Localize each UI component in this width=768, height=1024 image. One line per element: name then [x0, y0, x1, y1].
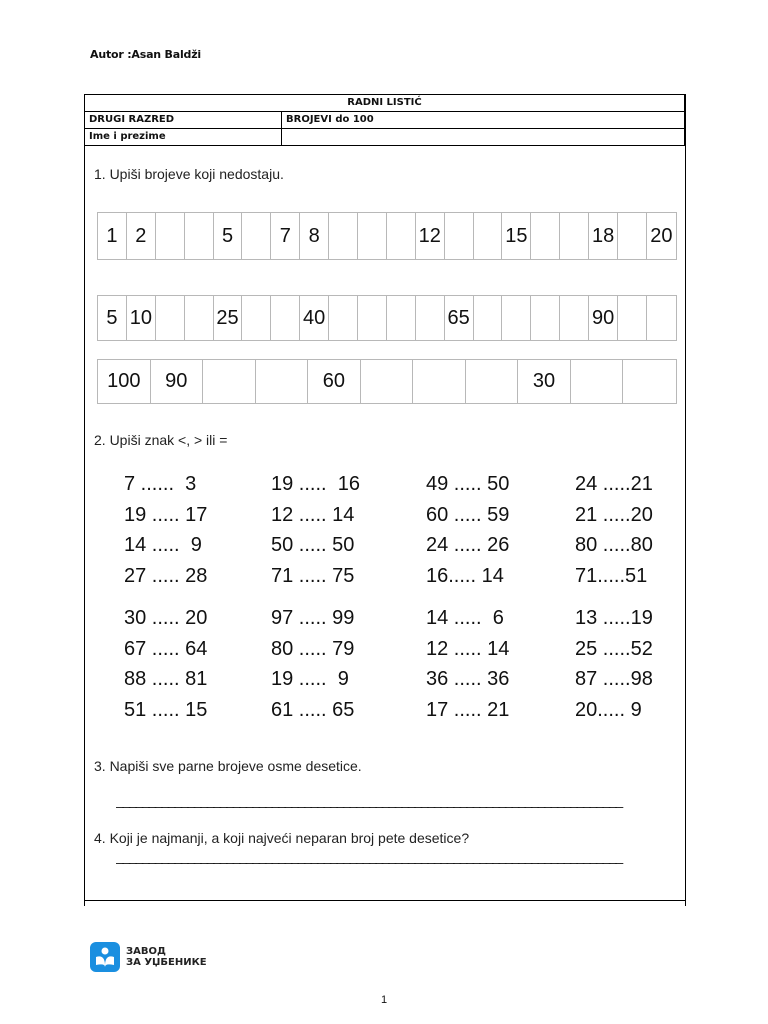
number-cell[interactable] — [271, 296, 300, 340]
number-cell[interactable] — [156, 296, 185, 340]
number-cell[interactable] — [387, 213, 416, 259]
number-cell[interactable] — [531, 213, 560, 259]
number-cell: 30 — [518, 360, 571, 403]
comparison-item[interactable]: 51 ..... 15 — [124, 698, 208, 721]
publisher-logo — [90, 942, 207, 972]
number-cell[interactable] — [560, 213, 589, 259]
comparison-item[interactable]: 19 ..... 17 — [124, 503, 208, 526]
number-cell[interactable] — [329, 213, 358, 259]
number-cell[interactable] — [242, 296, 271, 340]
logo-line-1: ЗАВОД — [126, 946, 166, 957]
comparison-item[interactable]: 12 ..... 14 — [426, 637, 510, 660]
number-cell: 2 — [127, 213, 156, 259]
number-cell[interactable] — [413, 360, 466, 403]
number-cell: 65 — [445, 296, 474, 340]
name-label-cell: Ime i prezime — [85, 129, 282, 146]
comparison-item[interactable]: 36 ..... 36 — [426, 668, 510, 690]
number-cell: 18 — [589, 213, 618, 259]
topic-cell: BROJEVI do 100 — [282, 112, 685, 129]
comparison-item[interactable]: 17 ..... 21 — [426, 698, 510, 721]
number-cell: 60 — [308, 360, 361, 403]
task4-instruction: 4. Koji je najmanji, a koji najveći neparan broj pete desetice? — [94, 830, 470, 846]
comparison-item[interactable]: 24 ..... 26 — [426, 534, 510, 556]
number-cell: 100 — [98, 360, 151, 403]
book-reader-icon — [90, 942, 120, 972]
grade-cell: DRUGI RAZRED — [85, 112, 282, 129]
task1-instruction: 1. Upiši brojeve koji nedostaju. — [94, 166, 284, 182]
comparison-item[interactable]: 19 ..... 16 — [271, 473, 360, 495]
comparison-item[interactable]: 25 .....52 — [575, 637, 653, 660]
comparison-item[interactable]: 60 ..... 59 — [426, 503, 510, 526]
comparison-item[interactable]: 97 ..... 99 — [271, 607, 355, 629]
number-strip-3 — [97, 359, 677, 404]
number-cell[interactable] — [361, 360, 414, 403]
number-cell[interactable] — [387, 296, 416, 340]
number-strip-1 — [97, 212, 677, 260]
number-cell[interactable] — [329, 296, 358, 340]
number-cell[interactable] — [502, 296, 531, 340]
number-cell: 1 — [98, 213, 127, 259]
number-cell: 5 — [98, 296, 127, 340]
number-cell[interactable] — [156, 213, 185, 259]
number-cell[interactable] — [474, 213, 503, 259]
comparison-item[interactable]: 50 ..... 50 — [271, 534, 355, 556]
comparison-item[interactable]: 71.....51 — [575, 564, 648, 587]
number-cell: 90 — [589, 296, 618, 340]
number-cell[interactable] — [623, 360, 676, 403]
name-input-cell[interactable] — [282, 129, 685, 146]
comparison-item[interactable]: 67 ..... 64 — [124, 637, 208, 660]
number-cell[interactable] — [445, 213, 474, 259]
comparison-item[interactable]: 24 .....21 — [575, 473, 653, 495]
number-cell: 8 — [300, 213, 329, 259]
comparison-item[interactable]: 12 ..... 14 — [271, 503, 355, 526]
comparison-item[interactable]: 80 .....80 — [575, 534, 653, 556]
comparison-item[interactable]: 14 ..... 9 — [124, 534, 202, 556]
number-cell[interactable] — [531, 296, 560, 340]
number-cell[interactable] — [647, 296, 676, 340]
comparison-item[interactable]: 13 .....19 — [575, 607, 653, 629]
worksheet-bottom-border — [84, 900, 685, 901]
number-cell[interactable] — [256, 360, 309, 403]
number-cell: 25 — [214, 296, 243, 340]
number-cell[interactable] — [466, 360, 519, 403]
number-cell[interactable] — [416, 296, 445, 340]
number-cell[interactable] — [242, 213, 271, 259]
number-cell[interactable] — [358, 296, 387, 340]
header-table — [84, 94, 685, 146]
number-cell: 5 — [214, 213, 243, 259]
logo-line-2: ЗА УЏБЕНИКЕ — [126, 957, 207, 968]
number-cell[interactable] — [185, 296, 214, 340]
comparison-item[interactable]: 71 ..... 75 — [271, 564, 355, 587]
task3-instruction: 3. Napiši sve parne brojeve osme desetice. — [94, 758, 362, 774]
comparison-item[interactable]: 21 .....20 — [575, 503, 653, 526]
number-cell: 90 — [151, 360, 204, 403]
comparison-item[interactable]: 61 ..... 65 — [271, 698, 355, 721]
comparison-item[interactable]: 16..... 14 — [426, 564, 504, 587]
number-cell: 10 — [127, 296, 156, 340]
author-line: Autor :Asan Baldži — [90, 48, 201, 61]
task4-answer-line[interactable]: ______________________________________________________________________________ — [116, 848, 622, 864]
number-cell[interactable] — [618, 213, 647, 259]
comparison-item[interactable]: 27 ..... 28 — [124, 564, 208, 587]
number-cell[interactable] — [203, 360, 256, 403]
comparison-item[interactable]: 88 ..... 81 — [124, 668, 208, 690]
number-cell: 20 — [650, 224, 673, 247]
number-cell[interactable] — [560, 296, 589, 340]
task3-answer-line[interactable]: ______________________________________________________________________________ — [116, 792, 622, 808]
comparison-item[interactable]: 20..... 9 — [575, 698, 642, 721]
number-cell: 15 — [502, 213, 531, 259]
comparison-item[interactable]: 7 ...... 3 — [124, 473, 197, 495]
task2-instruction: 2. Upiši znak <, > ili = — [94, 432, 228, 448]
worksheet-title: RADNI LISTIĆ — [85, 95, 685, 112]
number-cell[interactable] — [474, 296, 503, 340]
comparison-item[interactable]: 49 ..... 50 — [426, 473, 510, 495]
page-number: 1 — [380, 994, 388, 1006]
comparison-item[interactable]: 30 ..... 20 — [124, 607, 208, 629]
number-cell[interactable] — [618, 296, 647, 340]
comparison-item[interactable]: 19 ..... 9 — [271, 668, 349, 690]
number-cell[interactable] — [571, 360, 624, 403]
number-cell[interactable] — [358, 213, 387, 259]
number-cell: 7 — [271, 213, 300, 259]
number-cell: 40 — [300, 296, 329, 340]
number-cell[interactable] — [185, 213, 214, 259]
comparison-item[interactable]: 80 ..... 79 — [271, 637, 355, 660]
comparison-item[interactable]: 87 .....98 — [575, 668, 653, 690]
number-strip-2 — [97, 295, 677, 341]
number-cell: 12 — [416, 213, 445, 259]
comparison-item[interactable]: 14 ..... 6 — [426, 607, 504, 629]
